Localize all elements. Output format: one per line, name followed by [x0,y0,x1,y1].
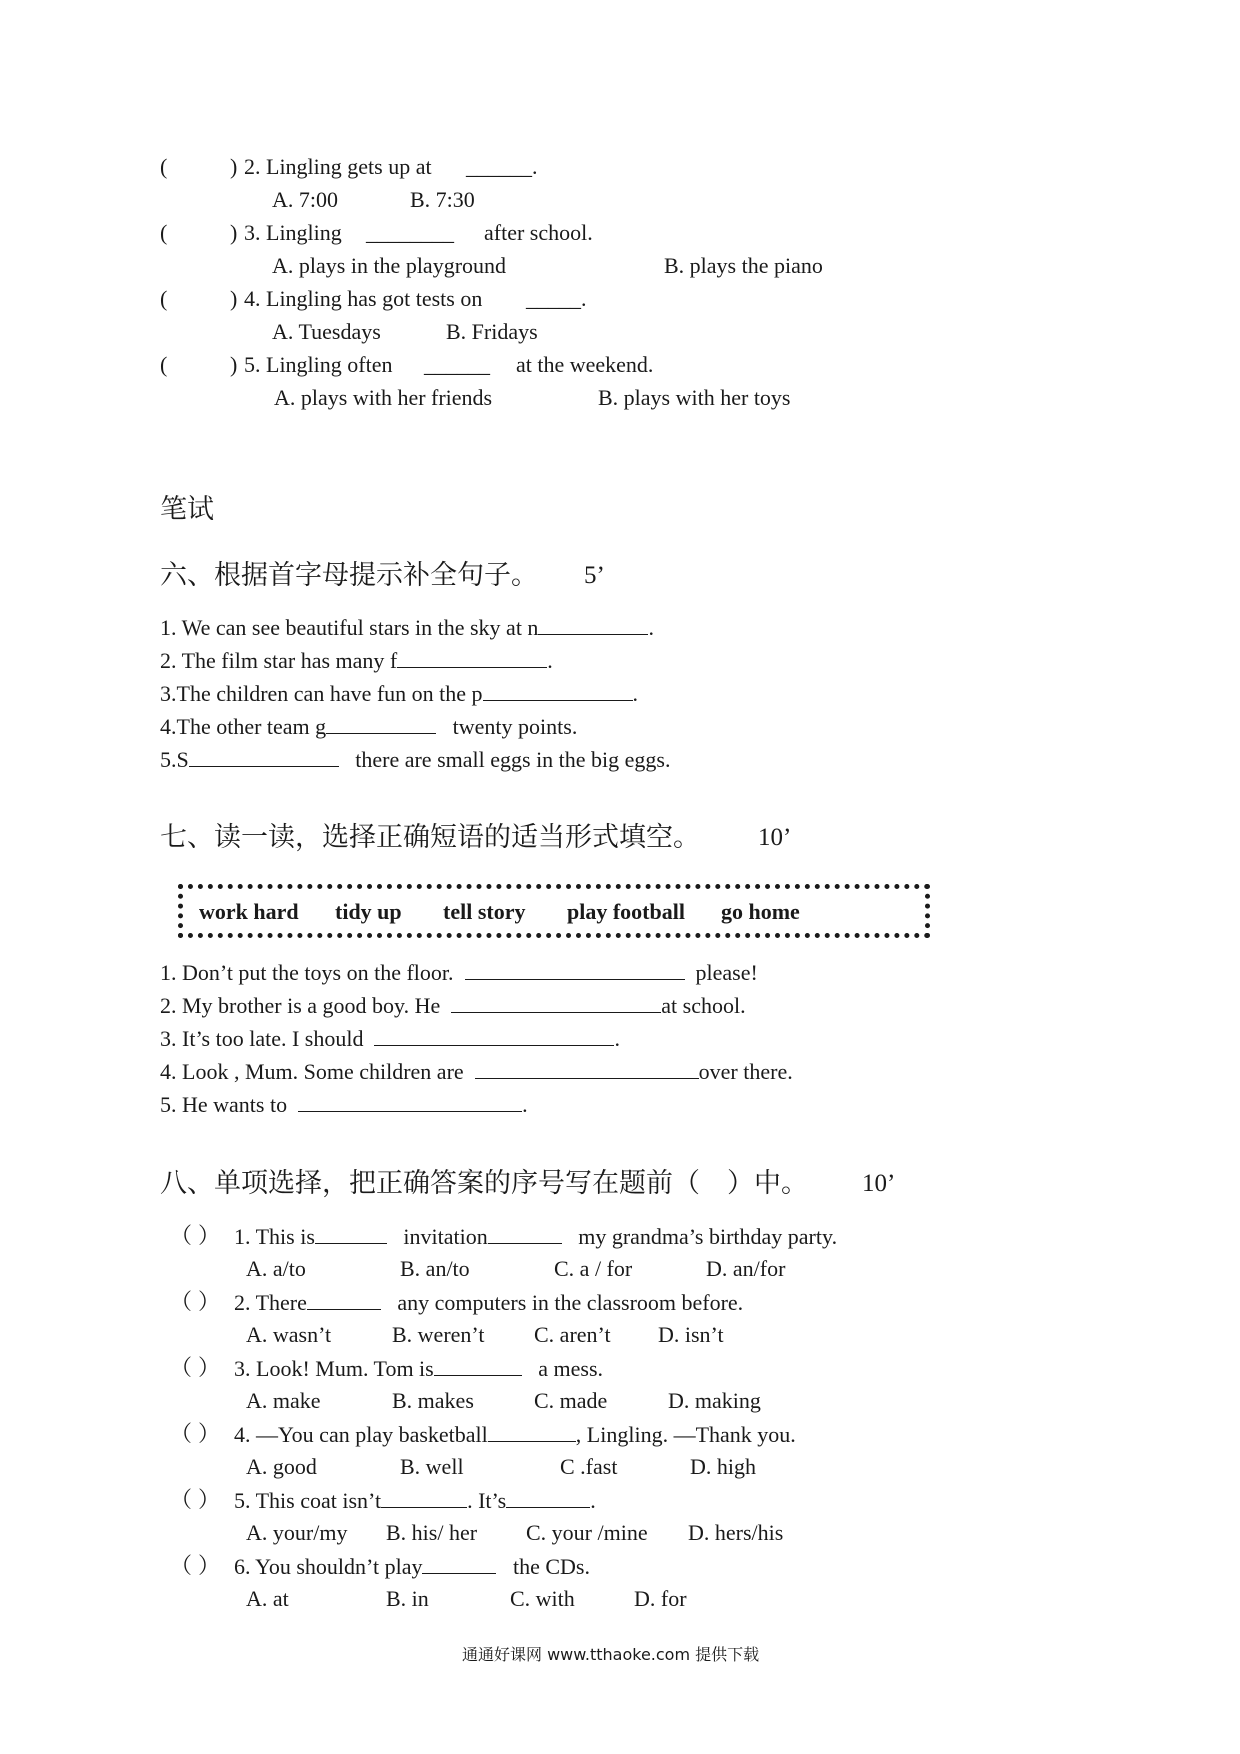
fill-item-tail: over there. [698,1059,793,1084]
question-text: 3. Look! Mum. Tom is [234,1356,434,1381]
question-blank: ________ [366,220,454,245]
fill-item-tail: twenty points. [452,714,578,739]
question-text-tail: . [590,1488,596,1513]
fill-item-text: 4.The other team g [160,714,327,739]
question-text-tail: my grandma’s birthday party. [578,1224,838,1249]
answer-blank[interactable] [422,1553,496,1574]
option: B. his/ her [386,1520,478,1545]
section-7-title: 七、读一读，选择正确短语的适当形式填空。 [160,822,700,853]
answer-blank[interactable] [315,1223,387,1244]
choice-question [234,1421,796,1448]
question-text-tail: at the weekend. [516,352,654,377]
fill-item-tail: there are small eggs in the big eggs. [355,747,671,772]
question-text: 5. Lingling often [244,352,393,377]
phrase-box [178,884,930,938]
fill-item [160,713,577,740]
question-text-tail: any computers in the classroom before. [397,1290,744,1315]
option: D. hers/his [688,1520,784,1545]
answer-paren-close: ) [230,154,238,179]
option: C. made [534,1388,608,1413]
phrase: play football [567,899,685,924]
choice-question [234,1289,743,1316]
section-7-score: 10’ [758,824,792,851]
answer-paren-close: ） [198,1289,221,1314]
option: A. make [246,1388,321,1413]
option: A. your/my [246,1520,348,1545]
choice-question [234,1355,603,1382]
option: D. isn’t [658,1322,724,1347]
fill-item [160,1025,620,1052]
option: B. in [386,1586,429,1611]
answer-blank[interactable] [506,1487,590,1508]
fill-item [160,614,654,641]
answer-blank[interactable] [434,1355,522,1376]
section-6-title: 六、根据首字母提示补全句子。 [160,560,538,591]
fill-item [160,992,746,1019]
fill-item-tail: . [522,1092,528,1117]
section-8-score: 10’ [862,1170,896,1197]
question-text: 3. Lingling [244,220,342,245]
fill-item-text: 2. The film star has many f [160,648,398,673]
question-text-tail: the CDs. [512,1554,590,1579]
option: A. good [246,1454,317,1479]
option: B. well [400,1454,464,1479]
fill-item-tail: at school. [661,993,746,1018]
answer-blank[interactable] [189,746,339,767]
answer-blank[interactable] [326,713,436,734]
phrase: tell story [443,899,526,924]
fill-item [160,680,638,707]
question-text: 1. This is [234,1224,315,1249]
fill-item-text: 3. It’s too late. I should [160,1026,364,1051]
fill-item-tail: . [614,1026,620,1051]
option: A. plays with her friends [274,385,493,410]
option: D. high [690,1454,756,1479]
question-text-tail: , Lingling. —Thank you. [575,1422,796,1447]
answer-paren-close: ） [198,1553,221,1578]
fill-item-text: 2. My brother is a good boy. He [160,993,441,1018]
question-text-tail: after school. [484,220,593,245]
page-footer: 通通好课网 www.tthaoke.com 提供下载 [462,1645,760,1664]
answer-paren-open: （ [170,1355,193,1380]
answer-paren-close: ) [230,352,238,377]
answer-paren-open: ( [160,154,168,179]
phrase: go home [721,899,800,924]
answer-paren-close: ) [230,286,238,311]
fill-item-tail: . [648,615,654,640]
answer-blank[interactable] [397,647,547,668]
question-text: 2. There [234,1290,307,1315]
question-text-mid: invitation [403,1224,488,1249]
option: D. an/for [706,1256,786,1281]
question-blank: ______. [466,154,538,179]
fill-item-tail: please! [695,960,758,985]
answer-blank[interactable] [298,1091,522,1112]
fill-item-text: 1. We can see beautiful stars in the sky at n [160,615,539,640]
answer-blank[interactable] [483,680,633,701]
section-6-score: 5’ [584,562,605,589]
fill-item-text: 5.S [160,747,189,772]
option: C. with [510,1586,575,1611]
phrase: work hard [199,899,299,924]
option: A. 7:00 [272,187,338,212]
answer-paren-open: （ [170,1421,193,1446]
fill-item [160,1091,528,1118]
fill-item-text: 1. Don’t put the toys on the floor. [160,960,454,985]
answer-paren-close: ） [198,1355,221,1380]
question-text-tail: a mess. [538,1356,603,1381]
option: B. Fridays [446,319,538,344]
answer-blank[interactable] [451,992,661,1013]
fill-item [160,1058,793,1085]
option: B. weren’t [392,1322,485,1347]
answer-paren-open: （ [170,1223,193,1248]
answer-blank[interactable] [381,1487,467,1508]
option: A. plays in the playground [272,253,507,278]
answer-blank[interactable] [374,1025,614,1046]
question-text: 4. Lingling has got tests on [244,286,483,311]
answer-blank[interactable] [538,614,648,635]
option: C. your /mine [526,1520,648,1545]
choice-question [234,1553,590,1580]
answer-blank[interactable] [475,1058,699,1079]
option: B. plays with her toys [598,385,791,410]
option: A. wasn’t [246,1322,332,1347]
option: D. for [634,1586,687,1611]
answer-paren-open: ( [160,286,168,311]
answer-paren-open: （ [170,1289,193,1314]
question-text: 2. Lingling gets up at [244,154,432,179]
option: D. making [668,1388,761,1413]
answer-paren-close: ) [230,220,238,245]
option: A. at [246,1586,289,1611]
fill-item-text: 5. He wants to [160,1092,288,1117]
phrase: tidy up [335,899,402,924]
question-blank: _____. [526,286,587,311]
answer-paren-close: ） [198,1487,221,1512]
question-blank: ______ [424,352,490,377]
answer-paren-open: （ [170,1553,193,1578]
fill-item-tail: . [632,681,639,706]
answer-blank[interactable] [488,1223,562,1244]
fill-item [160,959,758,986]
answer-blank[interactable] [488,1421,576,1442]
option: B. plays the piano [664,253,823,278]
option: B. an/to [400,1256,470,1281]
choice-question [234,1487,596,1514]
answer-paren-close: ） [198,1421,221,1446]
question-text: 6. You shouldn’t play [234,1554,423,1579]
option: A. a/to [246,1256,306,1281]
answer-paren-open: ( [160,352,168,377]
question-text: 4. —You can play basketball [234,1422,488,1447]
question-text-mid: . It’s [467,1488,507,1513]
fill-item [160,647,553,674]
answer-paren-open: ( [160,220,168,245]
option: A. Tuesdays [272,319,381,344]
option: B. makes [392,1388,474,1413]
choice-question [234,1223,837,1250]
option: C .fast [560,1454,618,1479]
fill-item-text: 3.The children can have fun on the p [160,681,483,706]
answer-paren-open: （ [170,1487,193,1512]
answer-paren-close: ） [198,1223,221,1248]
question-text: 5. This coat isn’t [234,1488,382,1513]
written-test-title: 笔试 [160,494,214,525]
option: C. a / for [554,1256,633,1281]
option: B. 7:30 [410,187,475,212]
fill-item-text: 4. Look , Mum. Some children are [160,1059,464,1084]
fill-item [160,746,671,773]
fill-item-tail: . [547,648,553,673]
option: C. aren’t [534,1322,611,1347]
section-8-title: 八、单项选择，把正确答案的序号写在题前（ ）中。 [160,1168,808,1199]
answer-blank[interactable] [465,959,685,980]
answer-blank[interactable] [307,1289,381,1310]
